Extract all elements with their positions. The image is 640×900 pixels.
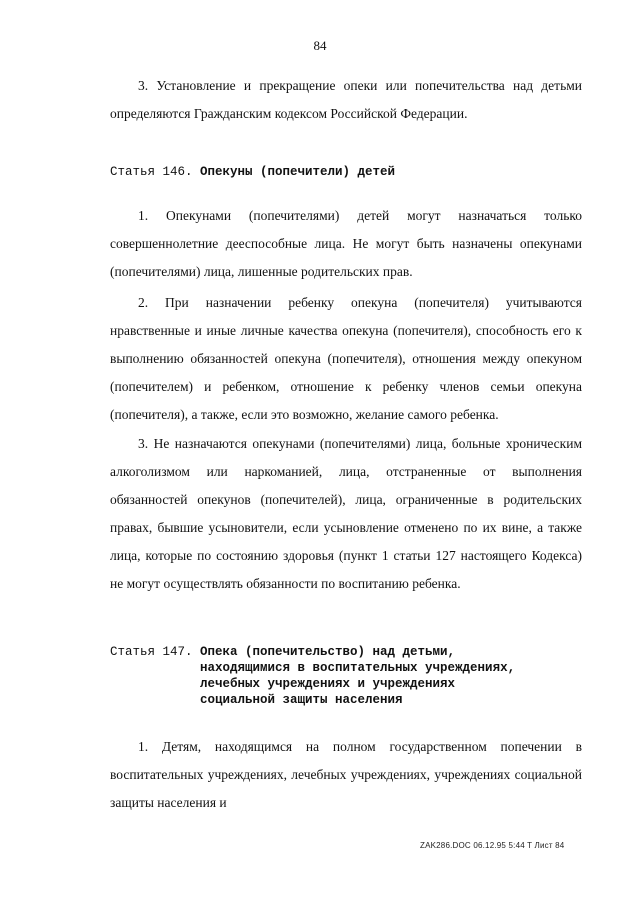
article-146-paragraph-1: 1. Опекунами (попечителями) детей могут назначаться только совершеннолетние дееспособные лица. Не могут быть назначены опекунами (попечителями) лица, лишенные родительских прав. bbox=[110, 208, 582, 279]
article-146-title: Опекуны (попечители) детей bbox=[200, 165, 396, 179]
paragraph-intro: 3. Установление и прекращение опеки или попечительства над детьми определяются Гражданским кодексом Российской Федерации. bbox=[110, 78, 582, 121]
article-146-heading bbox=[110, 164, 580, 180]
article-146-paragraph-2: 2. При назначении ребенку опекуна (попечителя) учитываются нравственные и иные личные качества опекуна (попечителя), способность его к выполнению обязанностей опекуна (попечителя), отношения между опекуном (попечителем) и ребенком, отношение к ребенку членов семьи опекуна (попечителя), а также, если это возможно, желание самого ребенка. bbox=[110, 295, 582, 422]
page-number: 84 bbox=[313, 38, 327, 53]
footer-doc-info: ZAK286.DOC 06.12.95 5:44 T Лист 84 bbox=[420, 841, 565, 850]
article-147-number: Статья 147. bbox=[110, 645, 201, 659]
article-146-paragraph-3: 3. Не назначаются опекунами (попечителями) лица, больные хроническим алкоголизмом или наркоманией, лица, отстраненные от выполнения обязанностей опекунов (попечителей), лица, ограниченные в родительских правах, бывшие усыновители, если усыновление отменено по их вине, а также лица, которые по состоянию здоровья (пункт 1 статьи 127 настоящего Кодекса) не могут осуществлять обязанности по воспитанию ребенка. bbox=[110, 436, 582, 591]
article-147-heading bbox=[110, 644, 580, 708]
article-147-paragraph-1: 1. Детям, находящимся на полном государственном попечении в воспитательных учреждениях, лечебных учреждениях, учреждениях социальной защиты населения и bbox=[110, 739, 582, 810]
article-146-number: Статья 146. bbox=[110, 165, 201, 179]
article-147-title: Опека (попечительство) над детьми, находящимися в воспитательных учреждениях, лечебных учреждениях и учреждениях социальной защиты населения bbox=[200, 645, 516, 707]
